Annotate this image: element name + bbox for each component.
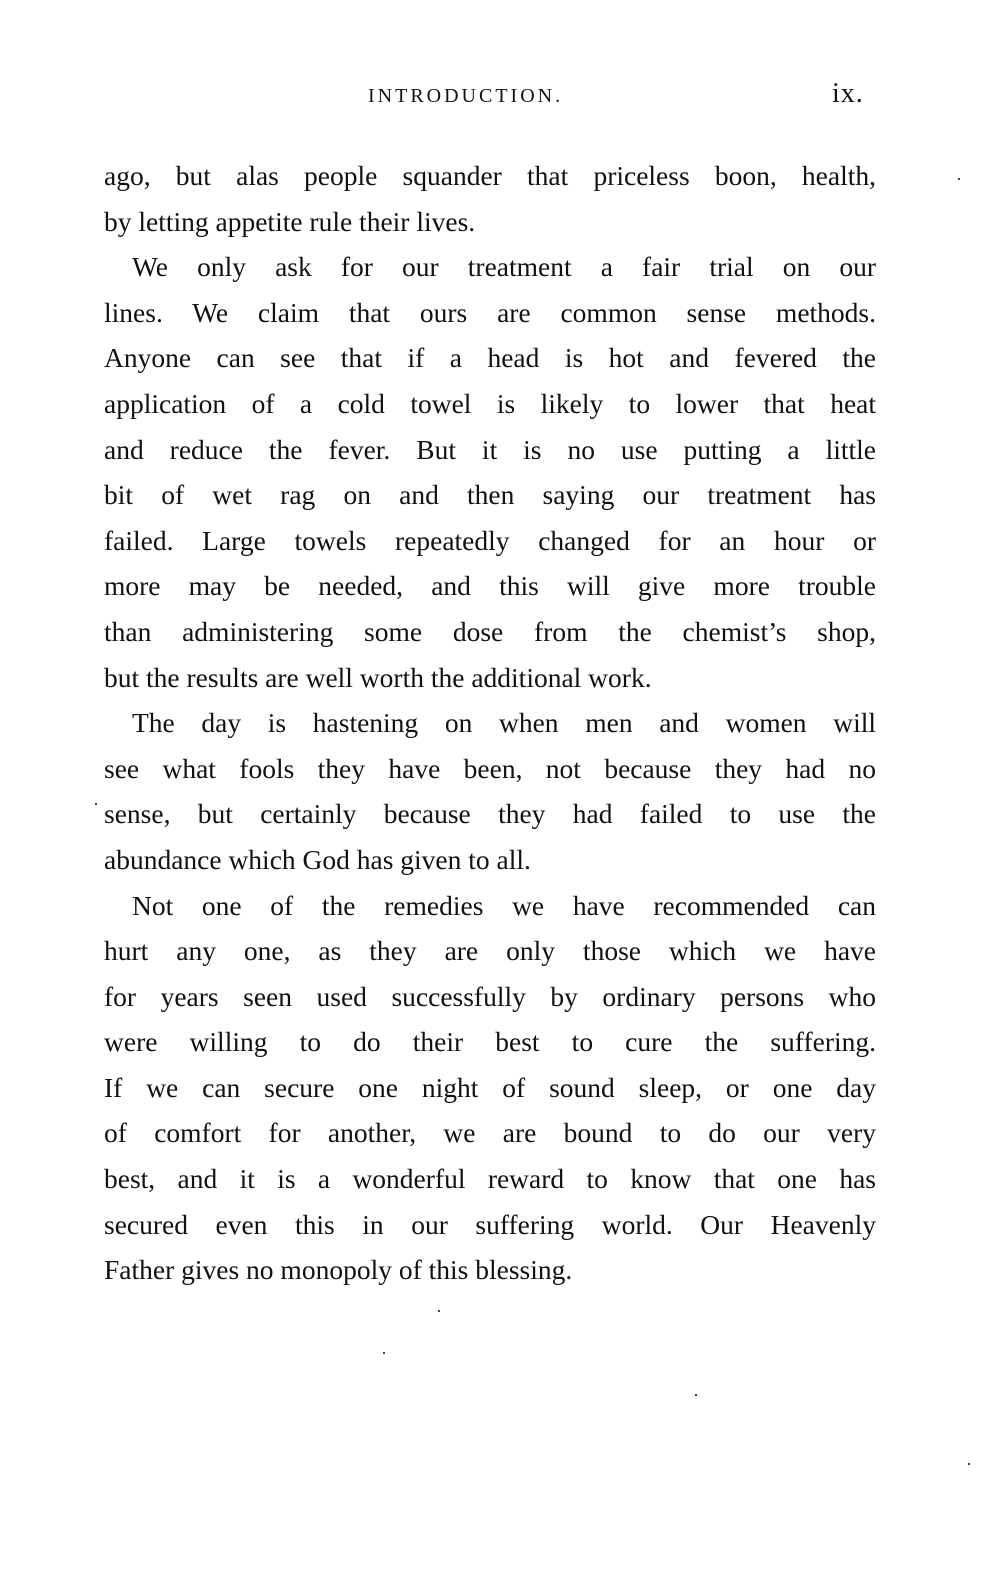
text-line: application of a cold towel is likely to lower that heat xyxy=(104,387,876,419)
scan-speck xyxy=(383,1352,385,1354)
text-line: were willing to do their best to cure the suffering. xyxy=(104,1026,876,1058)
text-line: but the results are well worth the additional work. xyxy=(104,661,652,693)
body-text xyxy=(104,153,876,1293)
text-line: Anyone can see that if a head is hot and fevered the xyxy=(104,342,876,374)
text-line: of comfort for another, we are bound to do our very xyxy=(104,1117,876,1149)
text-line: hurt any one, as they are only those which we have xyxy=(104,935,876,967)
text-line: more may be needed, and this will give more trouble xyxy=(104,570,876,602)
paragraph-first-line: The day is hastening on when men and women will xyxy=(132,707,876,739)
text-line: see what fools they have been, not because they had no xyxy=(104,752,876,784)
page-number: ix. xyxy=(832,78,864,109)
text-line: best, and it is a wonderful reward to know that one has xyxy=(104,1163,876,1195)
text-line: abundance which God has given to all. xyxy=(104,843,531,875)
paragraph-first-line: We only ask for our treatment a fair trial on our xyxy=(132,251,876,283)
text-line: sense, but certainly because they had failed to use the xyxy=(104,798,876,830)
text-line: ago, but alas people squander that priceless boon, health, xyxy=(104,160,876,191)
text-line: If we can secure one night of sound sleep, or one day xyxy=(104,1071,876,1103)
text-line: Father gives no monopoly of this blessing. xyxy=(104,1254,573,1286)
running-title: INTRODUCTION. xyxy=(368,85,564,107)
scan-speck xyxy=(438,1310,440,1312)
scan-speck xyxy=(968,1463,970,1465)
paragraph-first-line: Not one of the remedies we have recommended can xyxy=(132,889,876,921)
text-line: for years seen used successfully by ordinary persons who xyxy=(104,980,876,1012)
text-line: secured even this in our suffering world. Our Heavenly xyxy=(104,1208,876,1240)
text-line: and reduce the fever. But it is no use putting a little xyxy=(104,433,876,465)
text-line: lines. We claim that ours are common sense methods. xyxy=(104,296,876,328)
running-head xyxy=(0,80,1000,116)
text-line: than administering some dose from the chemist’s shop, xyxy=(104,615,876,647)
scan-speck xyxy=(958,178,960,180)
text-line: failed. Large towels repeatedly changed for an hour or xyxy=(104,524,876,556)
text-line: bit of wet rag on and then saying our treatment has xyxy=(104,479,876,511)
scan-speck xyxy=(695,1394,697,1396)
text-line: by letting appetite rule their lives. xyxy=(104,205,476,237)
scan-speck xyxy=(95,803,97,805)
